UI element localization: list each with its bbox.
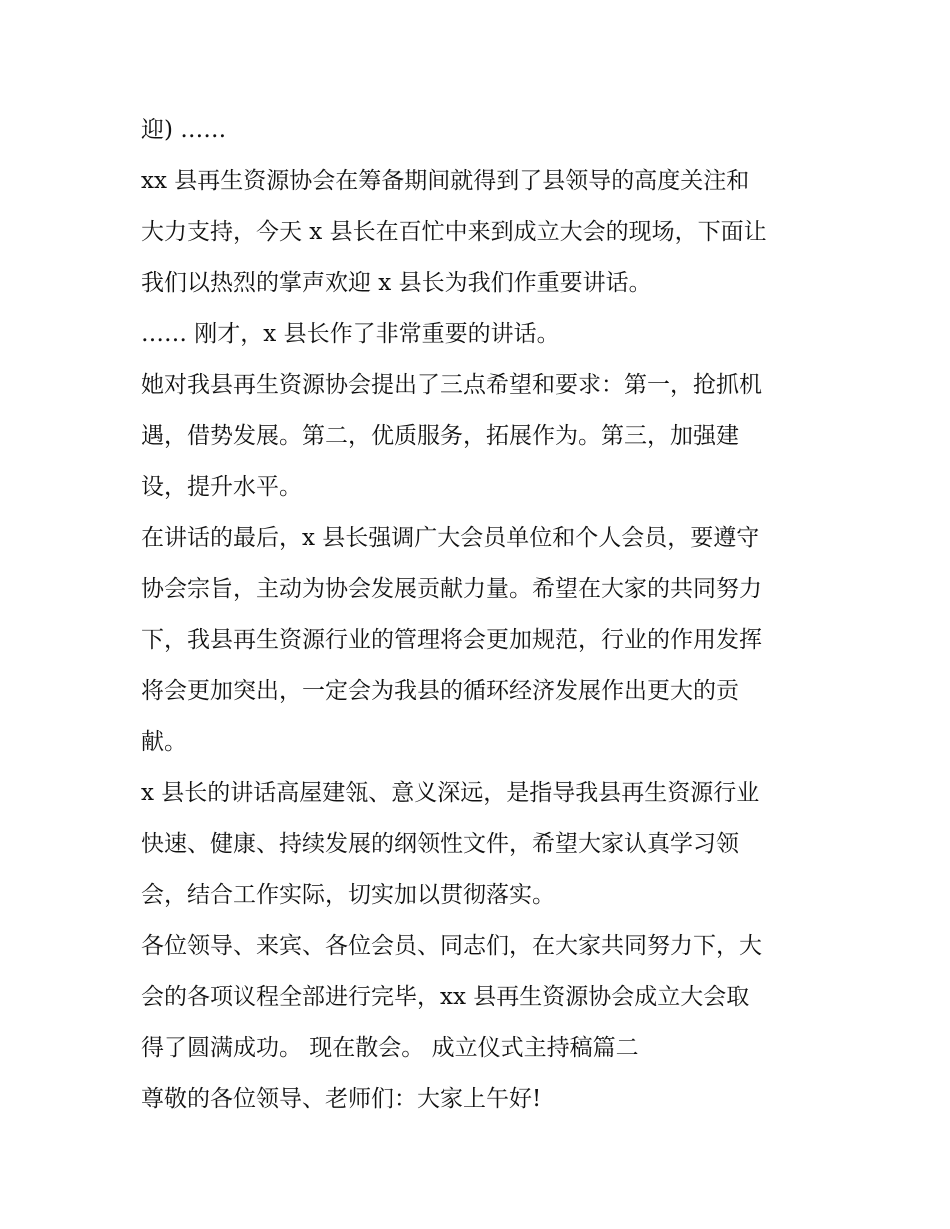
- text-line: …… 刚才，x 县长作了非常重要的讲话。: [141, 321, 560, 347]
- text-line: 在讲话的最后，x 县长强调广大会员单位和个人会员，要遵守: [141, 525, 760, 551]
- text-line: 大力支持，今天 x 县长在百忙中来到成立大会的现场，下面让: [141, 219, 767, 245]
- text-line: 她对我县再生资源协会提出了三点希望和要求：第一，抢抓机: [141, 372, 762, 398]
- text-line: 会，结合工作实际，切实加以贯彻落实。: [141, 882, 555, 908]
- text-line: 设，提升水平。: [141, 474, 302, 500]
- text-line: 迎) ……: [141, 117, 227, 143]
- text-line: 献。: [141, 729, 187, 755]
- document-body: [141, 105, 821, 1125]
- text-line: xx 县再生资源协会在筹备期间就得到了县领导的高度关注和: [141, 168, 750, 194]
- text-line: 会的各项议程全部进行完毕，xx 县再生资源协会成立大会取: [141, 984, 750, 1010]
- text-line: 下，我县再生资源行业的管理将会更加规范，行业的作用发挥: [141, 627, 762, 653]
- text-line: 得了圆满成功。 现在散会。 成立仪式主持稿篇二: [141, 1035, 639, 1061]
- text-line: 快速、健康、持续发展的纲领性文件，希望大家认真学习领: [141, 831, 739, 857]
- text-line: 协会宗旨，主动为协会发展贡献力量。希望在大家的共同努力: [141, 576, 762, 602]
- text-line: 我们以热烈的掌声欢迎 x 县长为我们作重要讲话。: [141, 270, 652, 296]
- text-line: 将会更加突出，一定会为我县的循环经济发展作出更大的贡: [141, 678, 739, 704]
- text-line: 各位领导、来宾、各位会员、同志们，在大家共同努力下，大: [141, 933, 762, 959]
- text-line: 遇，借势发展。第二，优质服务，拓展作为。第三，加强建: [141, 423, 739, 449]
- text-line: x 县长的讲话高屋建瓴、意义深远，是指导我县再生资源行业: [141, 780, 760, 806]
- text-line: 尊敬的各位领导、老师们：大家上午好!: [141, 1086, 542, 1112]
